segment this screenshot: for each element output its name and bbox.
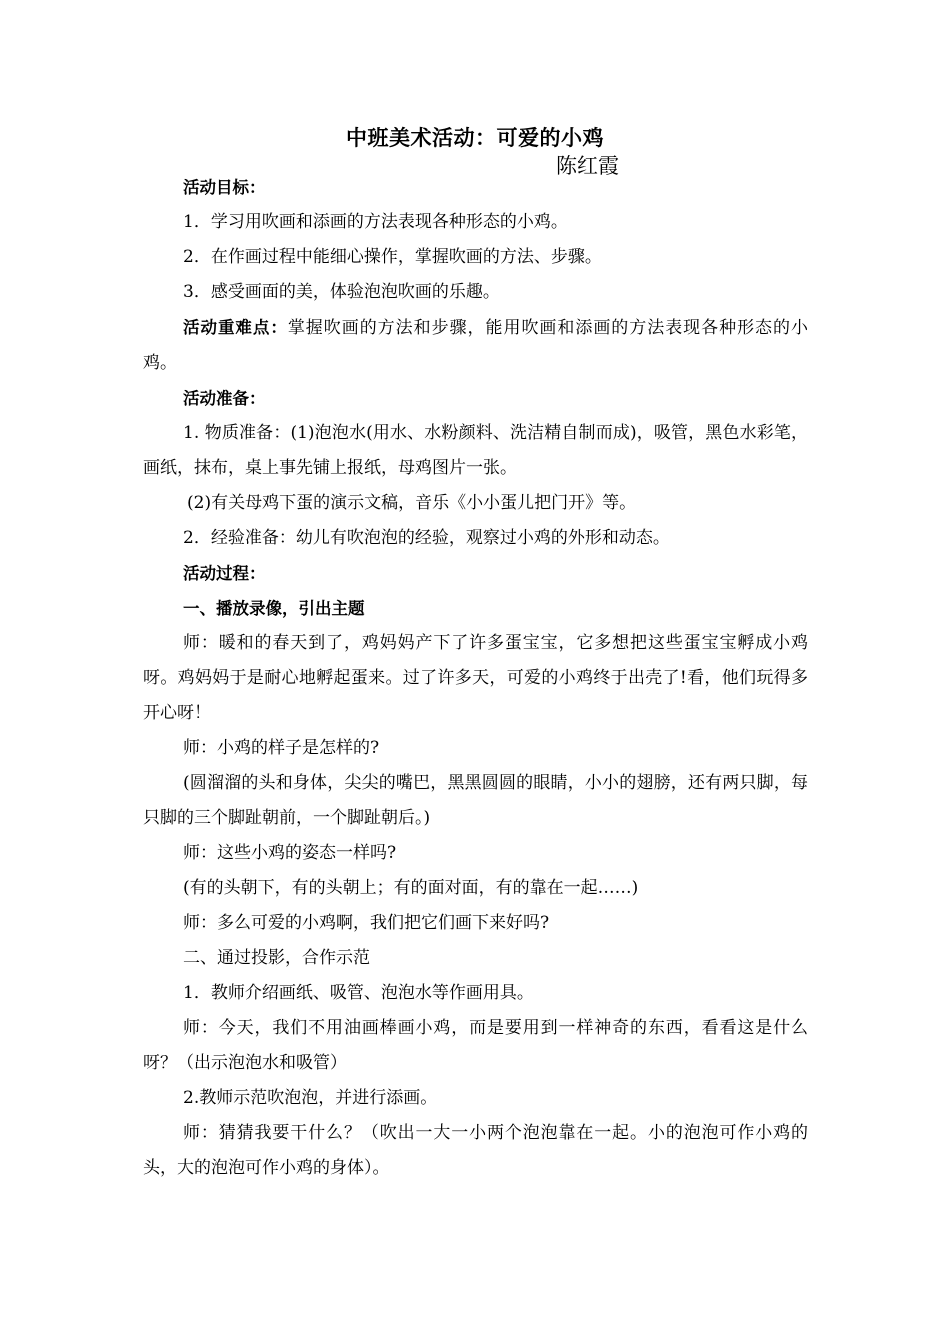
process-heading: 活动过程： (183, 564, 266, 583)
goal-item: 1．学习用吹画和添画的方法表现各种形态的小鸡。 (183, 212, 568, 232)
section-2-paragraph: 1．教师介绍画纸、吸管、泡泡水等作画用具。 (183, 983, 534, 1003)
section-2-paragraph: 师：今天，我们不用油画棒画小鸡，而是要用到一样神奇的东西，看看这是什么呀？（出示泡泡水和吸管） (143, 1018, 808, 1073)
key-points-label: 活动重难点： (183, 318, 288, 337)
goal-item: 2．在作画过程中能细心操作，掌握吹画的方法、步骤。 (183, 247, 602, 267)
section-1-paragraph: 师：暖和的春天到了，鸡妈妈产下了许多蛋宝宝，它多想把这些蛋宝宝孵成小鸡呀。鸡妈妈于是耐心地孵起蛋来。过了许多天，可爱的小鸡终于出壳了!看，他们玩得多开心呀！ (143, 633, 808, 723)
prep-heading: 活动准备： (183, 389, 266, 408)
goals-heading: 活动目标： (183, 178, 266, 197)
key-points-paragraph (143, 310, 808, 381)
section-1-paragraph: 师：这些小鸡的姿态一样吗? (183, 843, 397, 863)
section-1-heading: 一、播放录像，引出主题 (183, 599, 365, 618)
section-2-paragraph: 师：猜猜我要干什么？（吹出一大一小两个泡泡靠在一起。小的泡泡可作小鸡的头，大的泡泡可作小鸡的身体）。 (143, 1123, 808, 1178)
author-name: 陈红霞 (556, 154, 619, 178)
page-title: 中班美术活动：可爱的小鸡 (346, 126, 604, 150)
section-1-paragraph: (圆溜溜的头和身体，尖尖的嘴巴，黑黑圆圆的眼睛，小小的翅膀，还有两只脚，每只脚的三个脚趾朝前，一个脚趾朝后。) (143, 773, 808, 828)
section-2-paragraph: 2.教师示范吹泡泡，并进行添画。 (183, 1088, 438, 1108)
section-1-paragraph: 师：小鸡的样子是怎样的? (183, 738, 380, 758)
prep-material: 1. 物质准备：(1)泡泡水(用水、水粉颜料、洗洁精自制而成)，吸管，黑色水彩笔，画纸，抹布，桌上事先铺上报纸，母鸡图片一张。 (143, 423, 808, 478)
document-body (143, 170, 808, 1186)
prep-experience: 2．经验准备：幼儿有吹泡泡的经验，观察过小鸡的外形和动态。 (183, 528, 670, 548)
section-2-heading: 二、通过投影，合作示范 (183, 948, 370, 968)
goal-item: 3．感受画面的美，体验泡泡吹画的乐趣。 (183, 282, 500, 302)
key-points-text: 掌握吹画的方法和步骤，能用吹画和添画的方法表现各种形态的小鸡。 (143, 318, 809, 373)
section-1-paragraph: (有的头朝下，有的头朝上；有的面对面，有的靠在一起……) (183, 878, 639, 898)
section-1-paragraph: 师：多么可爱的小鸡啊，我们把它们画下来好吗? (183, 913, 550, 933)
prep-material-2: (2)有关母鸡下蛋的演示文稿，音乐《小小蛋儿把门开》等。 (187, 493, 637, 513)
